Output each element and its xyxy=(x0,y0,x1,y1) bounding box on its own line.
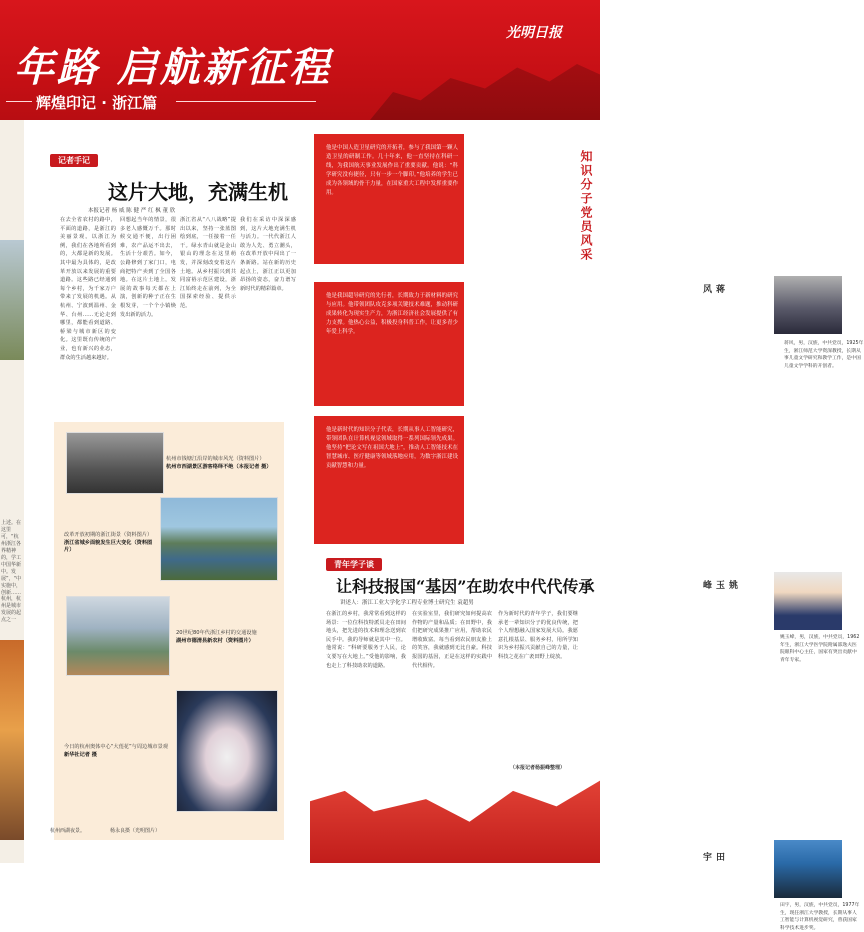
article-column: 在浙江的乡村，我常常看到这样的场景：一位位科技特派员走在田间地头，把先进的技术和理念送到农民手中。我的导师就是其中一位。他常说：“科研要服务于人民，论文要写在大地上。”受他的影响，我也走上了科技助农的道路。 xyxy=(326,611,406,669)
article-byline: 讲述人：浙江工业大学化学工程专业博士研究生 袁超男 xyxy=(340,600,474,606)
card-panel xyxy=(464,134,562,264)
photo-caption xyxy=(64,744,170,759)
article-column: 在去全省农村的路中，平面的道路，是浙江的美丽景观。以浙江为例，我们在各地所看到的，大都是新的发展。其中最为具体的，是改革开放以来发展的重要道路。这些路已经通到每个乡村，为千家万户带来了发展的机遇。从杭州、宁波到温州、金华、台州……无论走到哪里，都能看到道路、桥梁与城市新区的变化。这里既有传统的产业，也有新兴的业态，群众的生活越来越好。 xyxy=(60,217,116,361)
card-text: 他是新时代的知识分子代表，长期从事人工智能研究，带领团队在计算机视觉领域取得一系列国际领先成果。他坚持“把论文写在祖国大地上”，推动人工智能技术在智慧城市、医疗健康等领域落地应用，为数字浙江建设贡献智慧和力量。 xyxy=(326,427,458,469)
strip-caption: 上述。在这里可，“杭州浙江各界精神的，学工中国华新中。发展”，“中实施中，创新…… xyxy=(1,520,22,596)
card-name: 田宇 xyxy=(701,852,724,865)
caption-line: 改革开放初期的浙江街景（资料图片） xyxy=(64,532,153,538)
caption-line: 今日的杭州奥体中心“大莲花”与周边城市景观 xyxy=(64,744,168,750)
article-column: 作为新时代的青年学子，我们要继承老一辈知识分子的优良传统，把个人理想融入国家发展大局。我愿意扎根基层、服务乡村，用所学知识为乡村振兴贡献自己的力量，让科技之花在广袤田野上绽放。 xyxy=(498,611,578,660)
section-tag: 青年学子谈 xyxy=(326,558,382,571)
caption-credit: 杭州市西湖景区游客络绎不绝（本报记者 摄） xyxy=(166,463,272,470)
article-title: 这片大地，充满生机 xyxy=(108,180,288,204)
article-title: 让科技报国“基因”在助农中代代传承 xyxy=(336,577,595,596)
card-bio: 田宇，男，汉族，中共党员，1977年生，现任浙江大学教授，长期从事人工智能与计算机视觉研究，曾获国家科学技术进步奖。 xyxy=(780,903,860,931)
card-bio: 蒋风，男，汉族，中共党员，1925年生，浙江师范大学资深教授，长期从事儿童文学研究和教学工作，是中国儿童文学学科的开创者。 xyxy=(784,341,864,369)
portrait-photo xyxy=(774,572,842,630)
stadium-photo xyxy=(176,690,278,812)
city-photo xyxy=(160,497,278,581)
bottom-credit: 杨永良摄（光明图片） xyxy=(110,828,161,834)
strip-photo-bottom xyxy=(0,640,24,840)
caption-credit: 湖州市德清县新农村（资料图片） xyxy=(176,637,254,644)
section-tag: 记者手记 xyxy=(50,154,98,167)
portrait-photo xyxy=(774,840,842,898)
article-byline: 本报记者 杨 威 陈 健 严 红 枫 董 欣 xyxy=(88,208,176,214)
card-panel xyxy=(464,282,562,406)
card-text: 他是中国人造卫星研究的开拓者，参与了我国第一颗人造卫星的研制工作。几十年来，他一直坚持在科研一线，为我国航天事业发展作出了重要贡献。他说：“科学研究没有捷径，只有一步一个脚印。”他培养的学生已成为各领域的骨干力量，在国家重大工程中发挥重要作用。 xyxy=(326,145,458,196)
photo-caption xyxy=(64,532,156,555)
portrait-photo xyxy=(774,276,842,334)
article-column: 回想起当年的情景，很多老人感慨万千。那时候交通不便，出行困难，农产品运不出去，生活十分艰苦。如今，公路修到了家门口，电商把特产卖到了全国各地。在这片土地上，发展的故事每天都在上演，创新的种子正在生根发芽，一个个小镇焕发出新的活力。 xyxy=(120,217,176,318)
article-column: 浙江省从“八八战略”提出以来，坚持一张蓝图绘到底，一任接着一任干。绿水青山就是金山银山的理念在这里萌发，并深刻改变着这片土地。从乡村振兴到共同富裕示范区建设，浙江始终走在前列，为全国探索经验、提供示范。 xyxy=(180,217,236,309)
strip-photo-top xyxy=(0,240,24,360)
banner-title: 年路 启航新征程 xyxy=(14,44,332,91)
photo-caption xyxy=(176,630,280,645)
historic-photo xyxy=(66,432,164,494)
article-column: 我们在采访中深深感到，这片大地充满生机与活力。一代代浙江人敢为人先、勇立潮头，在改革开放中闯出了一条新路。站在新的历史起点上，浙江正以更加昂扬的姿态，奋力谱写新时代的精彩篇章。 xyxy=(240,217,296,292)
great-wall-footer xyxy=(310,760,600,863)
newspaper-masthead: 光明日报 xyxy=(506,25,562,41)
sidebar-title: 知识分子党员风采 xyxy=(579,150,593,262)
editor-note: （本报记者杨振峰整理） xyxy=(510,765,566,771)
caption-line: 20世纪80年代浙江乡村的交通设施 xyxy=(176,630,257,636)
photo-caption xyxy=(166,456,276,471)
card-panel xyxy=(464,416,562,544)
strip-caption-2: 杭州，杭州是城市发展的起点之一 xyxy=(1,596,22,623)
banner-divider-left xyxy=(6,101,32,102)
village-photo xyxy=(66,596,170,676)
bottom-caption: 杭州西湖夜景。 xyxy=(50,828,86,834)
article-column: 在实验室里，我们研究如何提高农作物的产量和品质；在田野中，我们把研究成果推广应用，帮助农民增收致富。每当看到农民朋友脸上的笑容，我就感到无比自豪。科技报国的基因，正是在这样的实践中代代相传。 xyxy=(412,611,492,669)
caption-credit: 浙江省城乡面貌发生巨大变化（资料图片） xyxy=(64,539,153,553)
caption-line: 杭州市钱塘江沿岸的城市风光（资料图片） xyxy=(166,456,265,462)
card-text: 他是我国超导研究的先行者，长期致力于新材料的研究与应用。他带领团队攻克多项关键技术难题，推动科研成果转化为现实生产力，为浙江经济社会发展提供了有力支撑。他热心公益，积极投身科普工作，让更多青少年爱上科学。 xyxy=(326,293,458,335)
card-bio: 姚玉峰，男，汉族，中共党员，1962年生，浙江大学医学院附属邵逸夫医院眼科中心主任，国家有突出贡献中青年专家。 xyxy=(780,635,860,663)
great-wall-graphic xyxy=(370,50,600,120)
banner-subtitle: 辉煌印记 · 浙江篇 xyxy=(36,94,158,112)
banner-divider-right xyxy=(176,101,316,102)
card-name: 蒋风 xyxy=(701,284,724,297)
card-name: 姚玉峰 xyxy=(701,580,737,593)
header-banner xyxy=(0,0,600,120)
caption-credit: 新华社记者 摄 xyxy=(64,751,97,758)
